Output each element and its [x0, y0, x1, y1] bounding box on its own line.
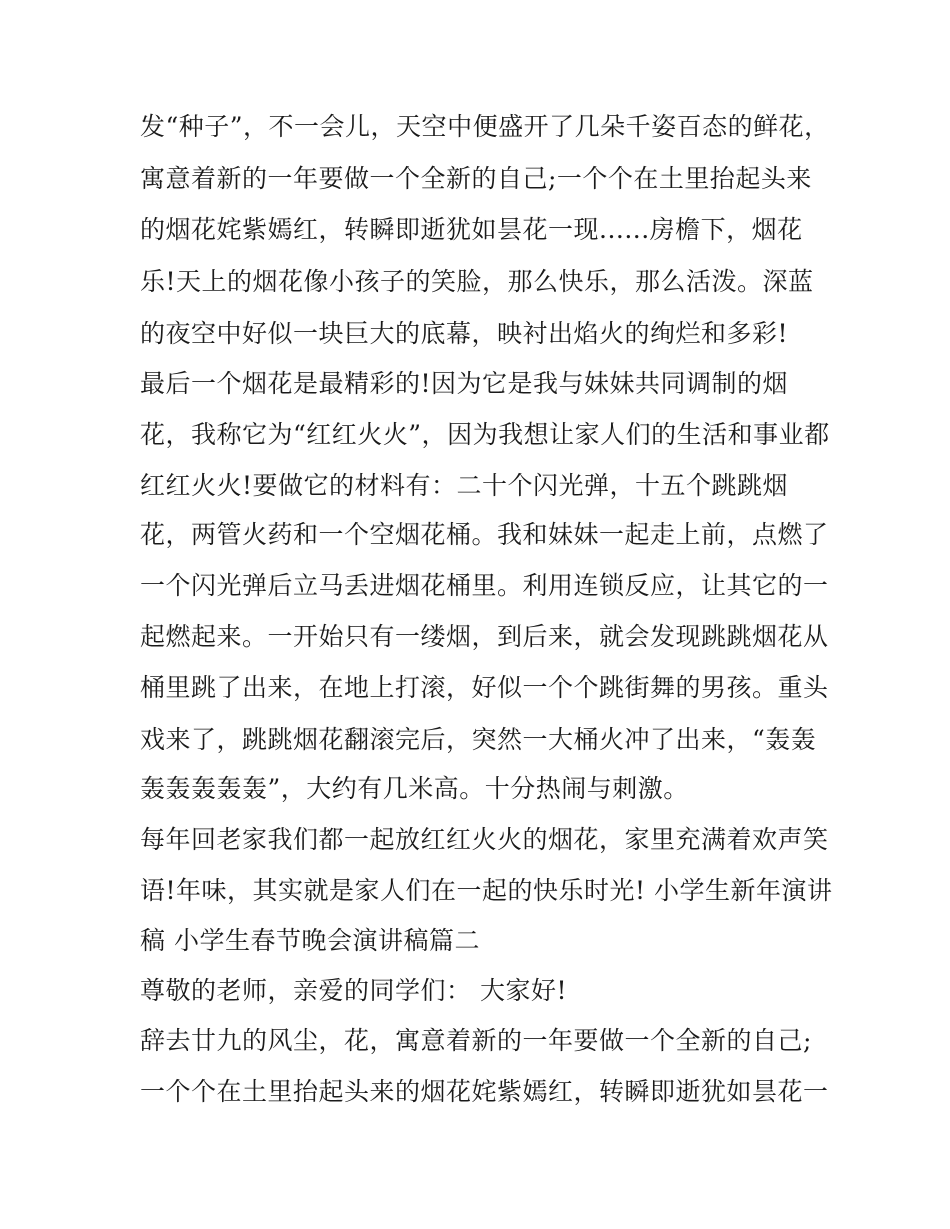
text-line: 一个闪光弹后立马丢进烟花桶里。利用连锁反应，让其它的一	[140, 571, 829, 600]
text-line: 发“种子”，不一会儿，天空中便盛开了几朵千姿百态的鲜花，	[140, 112, 830, 141]
text-line: 红红火火!要做它的材料有：二十个闪光弹，十五个跳跳烟	[140, 471, 789, 500]
text-line: 花，两管火药和一个空烟花桶。我和妹妹一起走上前，点燃了	[140, 520, 829, 549]
text-line: 桶里跳了出来，在地上打滚，好似一个个跳街舞的男孩。重头	[140, 673, 829, 702]
text-line: 最后一个烟花是最精彩的!因为它是我与妹妹共同调制的烟	[140, 369, 789, 398]
text-line: 每年回老家我们都一起放红红火火的烟花，家里充满着欢声笑	[140, 825, 829, 854]
text-line: 起燃起来。一开始只有一缕烟，到后来，就会发现跳跳烟花从	[140, 622, 829, 651]
text-line: 尊敬的老师，亲爱的同学们： 大家好!	[140, 976, 567, 1005]
text-line: 的烟花姹紫嫣红，转瞬即逝犹如昙花一现......房檐下，烟花	[140, 215, 803, 244]
text-line: 稿 小学生春节晚会演讲稿篇二	[140, 926, 480, 955]
text-line: 乐!天上的烟花像小孩子的笑脸，那么快乐，那么活泼。深蓝	[140, 267, 814, 296]
text-line: 寓意着新的一年要做一个全新的自己;一个个在土里抬起头来	[140, 164, 812, 193]
text-line: 语!年味，其实就是家人们在一起的快乐时光! 小学生新年演讲	[140, 876, 833, 905]
text-line: 一个个在土里抬起头来的烟花姹紫嫣红，转瞬即逝犹如昙花一	[140, 1077, 829, 1106]
text-line: 花，我称它为“红红火火”，因为我想让家人们的生活和事业都	[140, 420, 830, 449]
text-line: 轰轰轰轰轰”，大约有几米高。十分热闹与刺激。	[140, 774, 689, 803]
text-line: 戏来了，跳跳烟花翻滚完后，突然一大桶火冲了出来，“轰轰	[140, 725, 817, 754]
text-line: 的夜空中好似一块巨大的底幕，映衬出焰火的绚烂和多彩!	[140, 319, 789, 348]
text-line: 辞去廿九的风尘，花，寓意着新的一年要做一个全新的自己;	[140, 1026, 812, 1055]
